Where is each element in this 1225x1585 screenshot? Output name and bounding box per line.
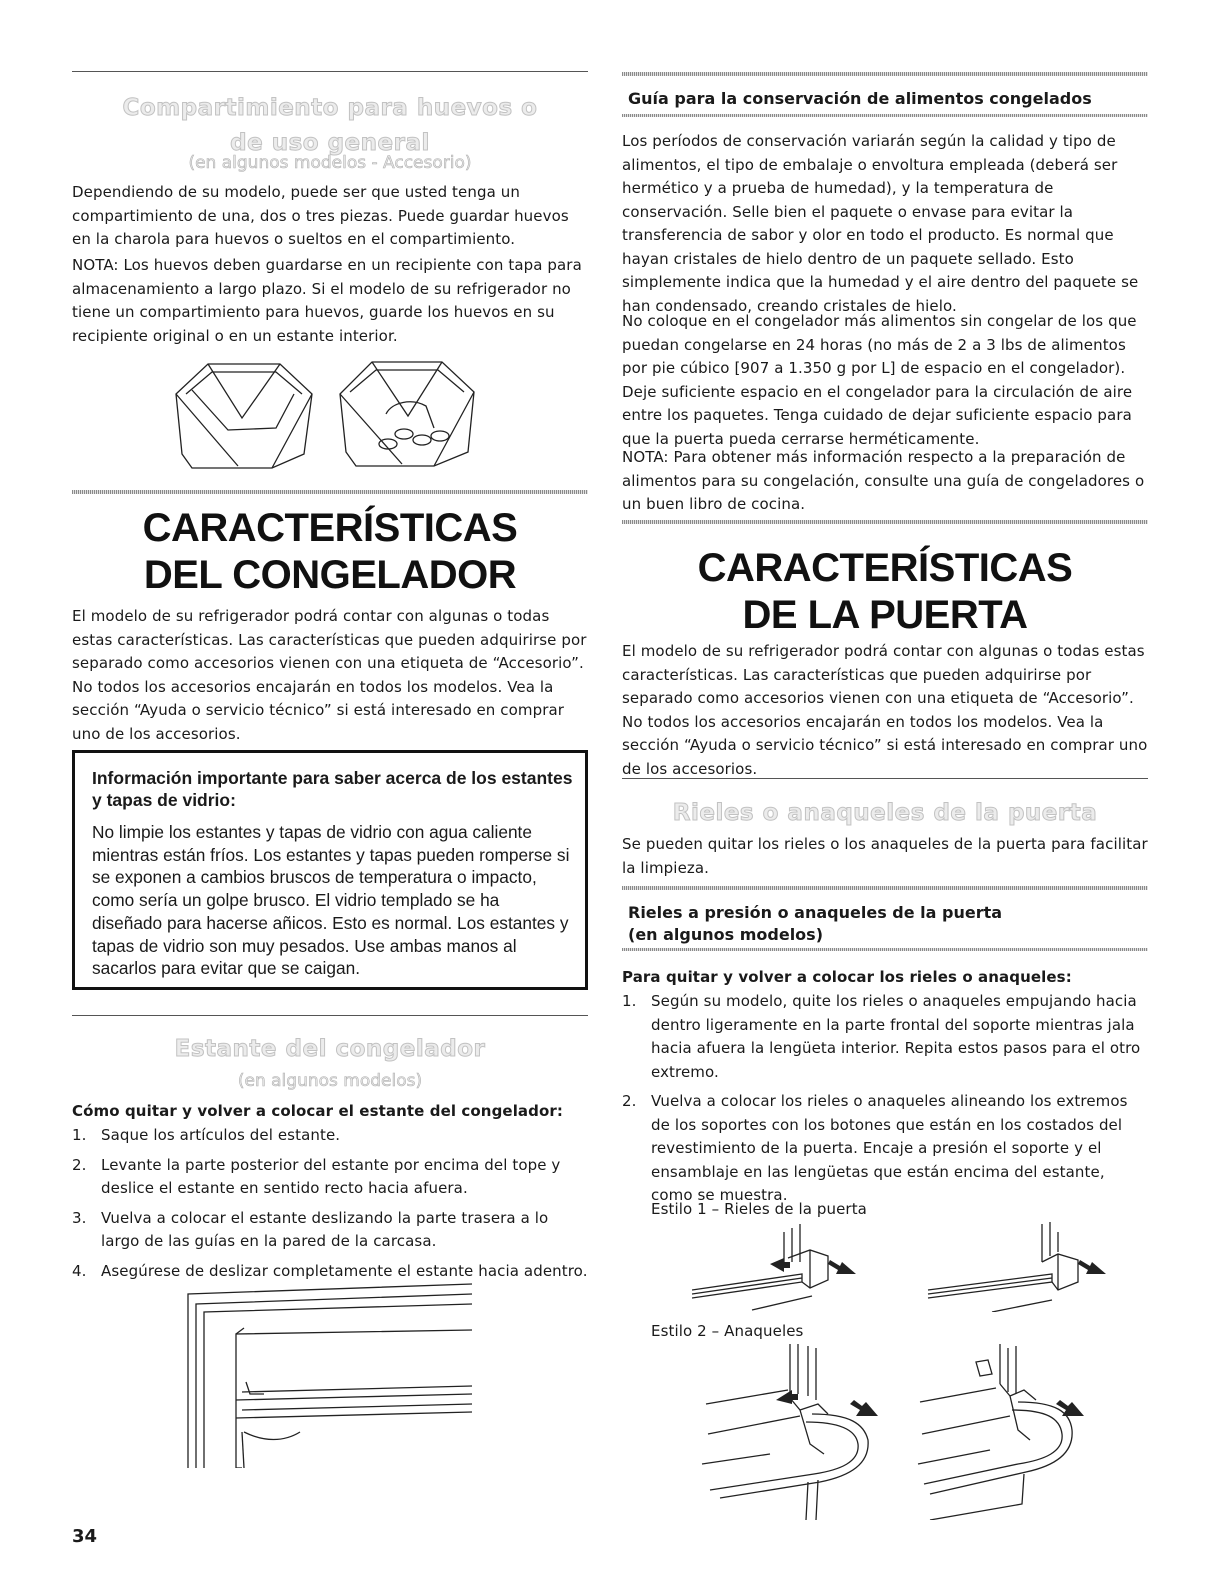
freezer-shelf-title: Estante del congelador [174,1036,486,1062]
style-1-label: Estilo 1 – Rieles de la puerta [651,1200,867,1218]
section-divider [622,520,1148,524]
section-divider [622,948,1148,951]
freezer-features-intro: El modelo de su refrigerador podrá contar con algunas o todas estas características. Las características que pueden adquirirse por separado como accesorios vienen con una etiqueta de “Accesorio”. No todos los accesorios encajarán en todos los modelos. Vea la sección “Ayuda o servicio técnico” si está interesado en comprar uno de los accesorios. [72,607,587,743]
list-item: 2. Levante la parte posterior del estante por encima del tope y deslice el estante en sentido recto hacia afuera. [72,1155,561,1197]
section-divider [622,114,1148,117]
door-features-heading: CARACTERÍSTICAS DE LA PUERTA [697,546,1073,637]
glass-warning-box [72,750,588,990]
rails-steps [622,990,1148,1208]
note-label: NOTA: [622,448,669,466]
freezer-features-heading: CARACTERÍSTICAS DEL CONGELADOR [142,506,518,597]
freezer-shelf-illustration [184,1282,474,1468]
page-number: 34 [72,1526,98,1547]
door-rails-title: Rieles o anaqueles de la puerta [672,800,1098,826]
list-item: 1. Según su modelo, quite los rieles o anaqueles empujando hacia dentro ligeramente en la parte frontal del soporte mientras jala hacia afuera la lengüeta interior. Repita estos pasos para el otro extremo. [622,992,1141,1081]
egg-bin-subtitle: (en algunos modelos - Accesorio) [188,153,472,173]
section-divider [72,1015,588,1016]
rails-howto: Para quitar y volver a colocar los rieles o anaqueles: [622,968,1072,986]
door-features-intro: El modelo de su refrigerador podrá contar con algunas o todas estas características. Las características que pueden adquirirse por separado como accesorios vienen con una etiqueta de “Accesorio”. No todos los accesorios encajarán en todos los modelos. Vea la sección “Ayuda o servicio técnico” si está interesado en comprar uno de los accesorios. [622,642,1148,778]
frozen-food-paragraph-1: Los períodos de conservación variarán según la calidad y tipo de alimentos, el tipo de embalaje o envoltura empleada (deberá ser hermético y a prueba de humedad), y la temperatura de conservación. Selle bien el paquete o envase para evitar la transferencia de sabor y olor en todo el producto. Es normal que hayan cristales de hielo dentro de un paquete sellado. Esto simplemente indica que la humedad y el aire dentro del paquete se han condensado, creando cristales de hielo. [622,132,1139,315]
snap-rails-title: Rieles a presión o anaqueles de la puerta (en algunos modelos) [628,903,1003,944]
list-item: 2. Vuelva a colocar los rieles o anaqueles alineando los extremos de los soportes con los botones que están en los costados del revestimiento de la puerta. Encaje a presión el soporte y el ensamblaje en las lengüetas que están encima del estante, como se muestra. [622,1092,1128,1204]
warning-title: Información importante para saber acerca de los estantes y tapas de vidrio: [92,768,573,810]
warning-text: No limpie los estantes y tapas de vidrio con agua caliente mientras están fríos. Los estantes y tapas pueden romperse si se exponen a cambios bruscos de temperatura o impacto, como sería un golpe brusco. El vidrio templado se ha diseñado para hacerse añicos. Esto es normal. Los estantes y tapas de vidrio son muy pesados. Use ambas manos al sacarlos para evitar que se caigan. [92,822,570,979]
frozen-food-note: NOTA: Para obtener más información respecto a la preparación de alimentos para su congelación, consulte una guía de congeladores o un buen libro de cocina. [622,448,1145,513]
list-item: 3. Vuelva a colocar el estante deslizando la parte trasera a lo largo de las guías en la pared de la carcasa. [72,1208,549,1250]
door-bins-illustration [700,1344,1140,1520]
section-divider [622,778,1148,779]
note-label: NOTA: [72,256,119,274]
door-rails-text: Se pueden quitar los rieles o los anaqueles de la puerta para facilitar la limpieza. [622,835,1148,877]
egg-bin-title: Compartimiento para huevos o de uso general [122,95,538,156]
freezer-shelf-howto: Cómo quitar y volver a colocar el estante del congelador: [72,1102,563,1120]
egg-bin-note: NOTA: Los huevos deben guardarse en un recipiente con tapa para almacenamiento a largo plazo. Si el modelo de su refrigerador no tiene un compartimiento para huevos, guarde los huevos en su recipiente original o en un estante interior. [72,256,582,345]
freezer-shelf-steps [72,1124,588,1283]
section-divider [622,886,1148,890]
frozen-food-paragraph-2: No coloque en el congelador más alimentos sin congelar de los que puedan congelarse en 24 horas (no más de 2 a 3 lbs de alimentos por pie cúbico [907 a 1.350 g por L] de espacio en el congelador). Deje suficiente espacio en el congelador para la circulación de aire entre los paquetes. Tenga cuidado de dejar suficiente espacio para que la puerta pueda cerrarse herméticamente. [622,312,1137,448]
list-item: 4. Asegúrese de deslizar completamente el estante hacia adentro. [72,1261,588,1280]
door-rails-illustration [692,1222,1112,1312]
style-2-label: Estilo 2 – Anaqueles [651,1322,804,1340]
section-divider [72,490,588,494]
section-divider [622,72,1148,76]
list-item: 1. Saque los artículos del estante. [72,1126,341,1144]
frozen-food-guide-title: Guía para la conservación de alimentos congelados [628,89,1092,108]
egg-bins-illustration [172,354,477,474]
section-divider [72,71,588,72]
egg-bin-paragraph: Dependiendo de su modelo, puede ser que usted tenga un compartimiento de una, dos o tres piezas. Puede guardar huevos en la charola para huevos o sueltos en el compartimiento. [72,183,569,248]
freezer-shelf-subtitle: (en algunos modelos) [237,1071,423,1091]
